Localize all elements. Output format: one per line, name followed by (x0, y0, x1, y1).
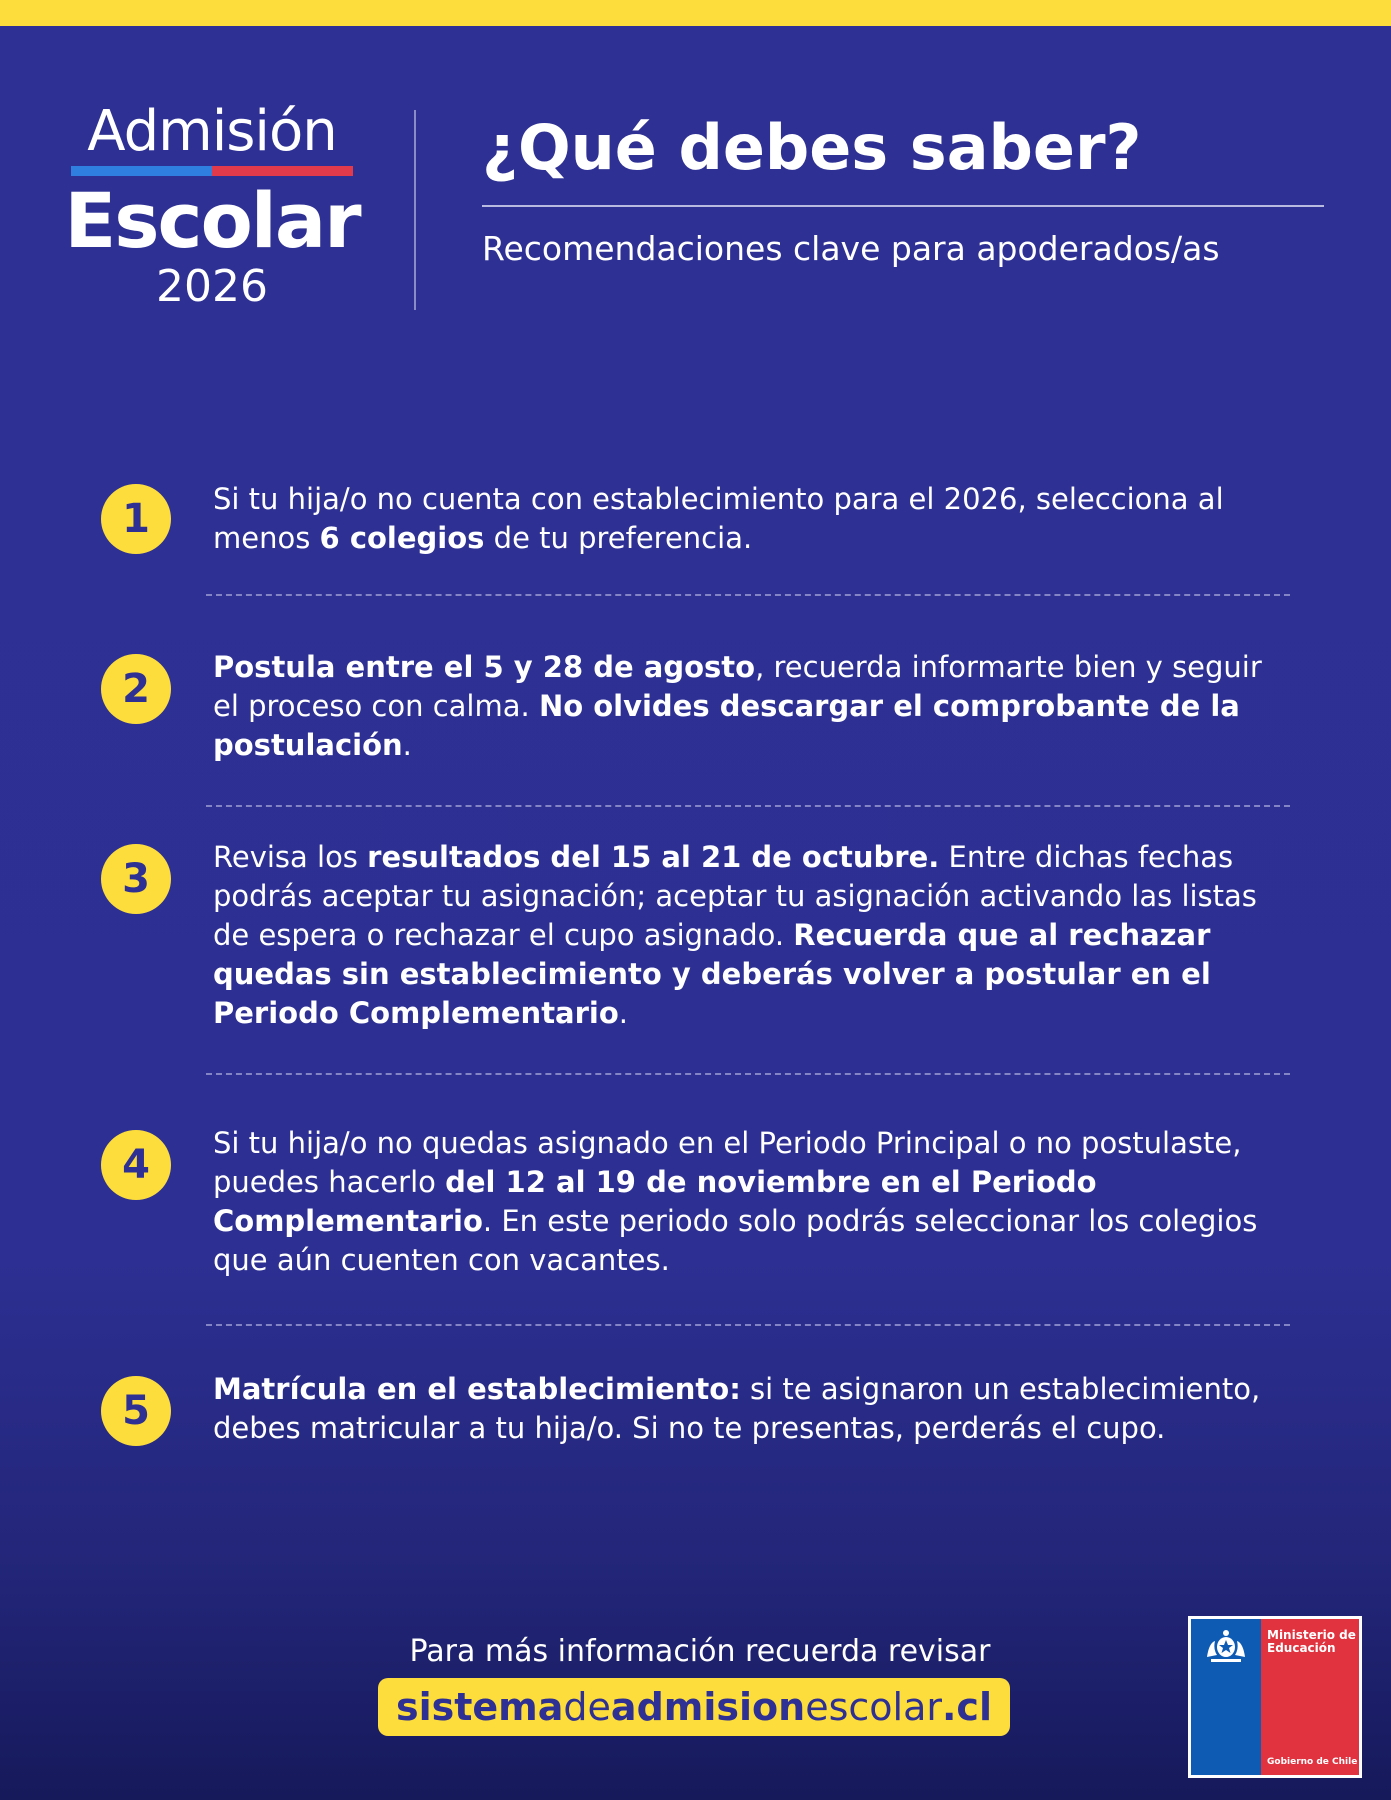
url-part: admision (610, 1685, 806, 1729)
step-text-segment: , recuerda informarte bien y seguir el proceso con calma. (213, 650, 1262, 723)
logo-line-escolar: Escolar (64, 176, 360, 265)
url-part: .cl (942, 1685, 992, 1729)
step-text-bold: 6 colegios (319, 521, 485, 555)
dashed-separator (206, 1324, 1290, 1326)
dashed-separator (206, 1073, 1290, 1075)
top-accent-bar (0, 0, 1391, 26)
step-text-segment: . (618, 996, 629, 1030)
step-text-bold: Matrícula en el establecimiento: (213, 1372, 741, 1406)
step-text-segment: . (402, 728, 412, 762)
step-text (213, 1124, 1283, 1280)
page-subtitle: Recomendaciones clave para apoderados/as (482, 229, 1220, 268)
step-number-badge: 3 (101, 844, 171, 914)
logo-year: 2026 (156, 261, 268, 312)
step-text-bold: Recuerda que al rechazar quedas sin establecimiento y deberás volver a postular en el Periodo Complementario (213, 918, 1211, 1030)
step-text-bold: del 12 al 19 de noviembre en el Periodo Complementario (213, 1165, 1097, 1238)
step-text-bold: Postula entre el 5 y 28 de agosto (213, 650, 756, 684)
page-title: ¿Qué debes saber? (482, 111, 1142, 184)
logo-red-panel (1261, 1619, 1359, 1775)
title-underline (482, 205, 1324, 207)
step-number-badge: 5 (101, 1376, 171, 1446)
step-text-segment: Si tu hija/o no cuenta con establecimiento para el 2026, selecciona al menos (213, 482, 1224, 555)
dashed-separator (206, 805, 1290, 807)
step-text-segment: si te asignaron un establecimiento, debes matricular a tu hija/o. Si no te presentas, perderás el cupo. (213, 1372, 1261, 1445)
step-text-segment: Revisa los (213, 840, 368, 874)
ministry-name: Ministerio de Educación (1267, 1628, 1356, 1655)
ministerio-educacion-logo (1188, 1616, 1362, 1778)
step-text (213, 838, 1283, 1033)
footer-info-text: Para más información recuerda revisar (409, 1634, 991, 1669)
step-text-segment: . En este periodo solo podrás seleccionar los colegios que aún cuenten con vacantes. (213, 1204, 1258, 1277)
website-url-link[interactable] (378, 1678, 1010, 1736)
url-part: de (563, 1685, 611, 1729)
logo-color-bar (71, 166, 353, 176)
step-text-bold: No olvides descargar el comprobante de la postulación (213, 689, 1240, 762)
step-text-segment: de tu preferencia. (484, 521, 753, 555)
government-name: Gobierno de Chile (1267, 1757, 1358, 1767)
url-part: sistema (395, 1685, 564, 1729)
step-text (213, 648, 1283, 765)
step-text (213, 1370, 1283, 1448)
step-number-badge: 1 (101, 484, 171, 554)
url-part: escolar (805, 1685, 942, 1729)
step-text-segment: Si tu hija/o no quedas asignado en el Periodo Principal o no postulaste, puedes hacerlo (213, 1126, 1242, 1199)
step-number-badge: 4 (101, 1130, 171, 1200)
chile-coat-of-arms-icon (1203, 1627, 1249, 1665)
header-vertical-divider (414, 110, 416, 310)
step-number-badge: 2 (101, 654, 171, 724)
dashed-separator (206, 594, 1290, 596)
step-text (213, 480, 1283, 558)
step-text-bold: resultados del 15 al 21 de octubre. (367, 840, 940, 874)
step-text-segment: Entre dichas fechas podrás aceptar tu asignación; aceptar tu asignación activando las listas de espera o rechazar el cupo asignado. (213, 840, 1257, 952)
logo-blue-panel (1191, 1619, 1261, 1775)
admision-escolar-logo (62, 100, 362, 312)
logo-line-admision: Admisión (87, 99, 337, 164)
